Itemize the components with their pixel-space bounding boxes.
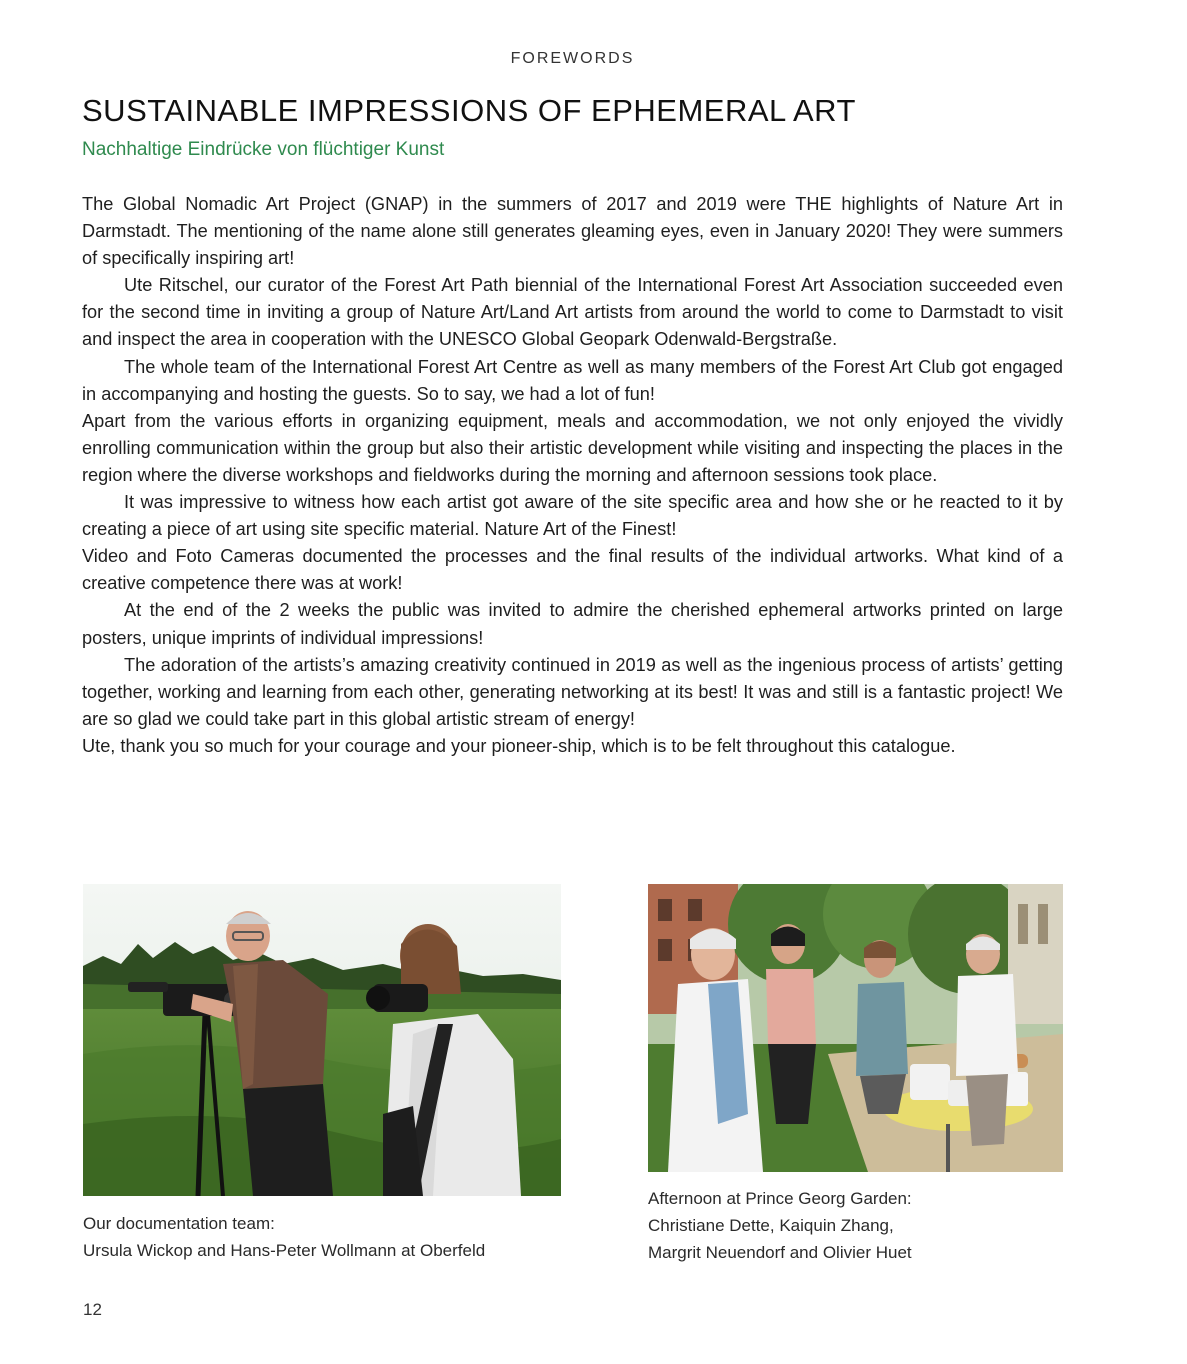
caption-line: Christiane Dette, Kaiquin Zhang, bbox=[648, 1216, 894, 1235]
paragraph: The adoration of the artists’s amazing creativity continued in 2019 as well as the ingenious process of artists’ getting together, working and learning from each other, generating networking at its best! It was and still is a fantastic project! We are so glad we could take part in this global artistic stream of energy! bbox=[82, 654, 1063, 729]
paragraph: The Global Nomadic Art Project (GNAP) in the summers of 2017 and 2019 were THE highlights of Nature Art in Darmstadt. The mentioning of the name alone still generates gleaming eyes, even in January 2020! They were summers of specifically inspiring art! bbox=[82, 194, 1063, 269]
caption-line: Afternoon at Prince Georg Garden: bbox=[648, 1189, 912, 1208]
paragraph: Apart from the various efforts in organizing equipment, meals and accommodation, we not only enjoyed the vividly enrolling communication within the group but also their artistic development while visiting and inspecting the places in the region where the diverse workshops and fieldworks during the morning and afternoon sessions took place. bbox=[82, 410, 1063, 485]
article-subtitle: Nachhaltige Eindrücke von flüchtiger Kunst bbox=[82, 139, 445, 160]
article-title: SUSTAINABLE IMPRESSIONS OF EPHEMERAL ART bbox=[82, 93, 856, 128]
paragraph: At the end of the 2 weeks the public was invited to admire the cherished ephemeral artworks printed on large posters, unique imprints of individual impressions! bbox=[82, 600, 1063, 648]
documentation-team-photo bbox=[83, 884, 561, 1196]
caption-line: Our documentation team: bbox=[83, 1214, 275, 1233]
paragraph: It was impressive to witness how each artist got aware of the site specific area and how she or he reacted to it by creating a piece of art using site specific material. Nature Art of the Finest! bbox=[82, 492, 1063, 540]
garden-gathering-photo bbox=[648, 884, 1063, 1172]
article-body bbox=[82, 191, 1063, 760]
section-label: FOREWORDS bbox=[510, 50, 635, 67]
caption-line: Margrit Neuendorf and Olivier Huet bbox=[648, 1243, 912, 1262]
paragraph: The whole team of the International Forest Art Centre as well as many members of the Forest Art Club got engaged in accompanying and hosting the guests. So to say, we had a lot of fun! bbox=[82, 356, 1063, 404]
documentation-team-caption bbox=[83, 1210, 485, 1264]
page-number: 12 bbox=[83, 1300, 102, 1319]
garden-gathering-caption bbox=[648, 1185, 912, 1266]
paragraph: Ute Ritschel, our curator of the Forest Art Path biennial of the International Forest Art Association succeeded even for the second time in inviting a group of Nature Art/Land Art artists from around the world to come to Darmstadt to visit and inspect the area in cooperation with the UNESCO Global Geopark Odenwald-Bergstraße. bbox=[82, 275, 1063, 350]
paragraph: Video and Foto Cameras documented the processes and the final results of the individual artworks. What kind of a creative competence there was at work! bbox=[82, 546, 1063, 594]
paragraph: Ute, thank you so much for your courage and your pioneer-ship, which is to be felt throughout this catalogue. bbox=[82, 735, 956, 756]
caption-line: Ursula Wickop and Hans-Peter Wollmann at Oberfeld bbox=[83, 1241, 486, 1260]
